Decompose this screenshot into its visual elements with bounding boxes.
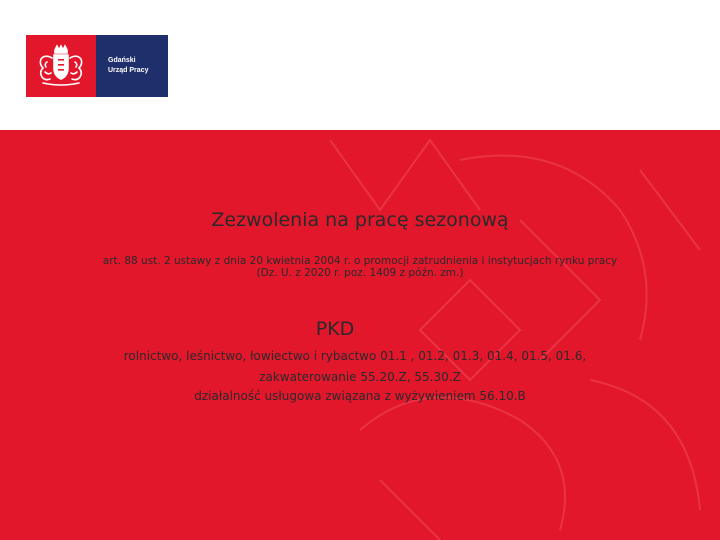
gdansk-coat-of-arms-icon [26, 35, 96, 97]
logo-text [96, 35, 168, 97]
slide-title: Zezwolenia na pracę sezonową [211, 209, 509, 231]
legal-basis-line-1: art. 88 ust. 2 ustawy z dnia 20 kwietnia 2004 r. o promocji zatrudnienia i instytucjach rynku pracy [102, 255, 618, 267]
pkd-line-food-service: działalność usługowa związana z wyżywieniem 56.10.B [194, 389, 526, 403]
pkd-line-accommodation: zakwaterowanie 55.20.Z, 55.30.Z [259, 370, 461, 384]
header-area [0, 0, 720, 130]
logo-line-2: Urząd Pracy [108, 67, 149, 74]
logo-line-1: Gdański [108, 57, 136, 64]
pkd-line-agriculture: rolnictwo, leśnictwo, łowiectwo i rybactwo 01.1 , 01.2, 01.3, 01.4, 01.5, 01.6, [123, 349, 587, 363]
gup-logo [26, 35, 168, 97]
legal-basis-line-2: (Dz. U. z 2020 r. poz. 1409 z późn. zm.) [256, 267, 464, 279]
pkd-heading: PKD [315, 318, 355, 340]
red-content-panel [0, 130, 720, 540]
